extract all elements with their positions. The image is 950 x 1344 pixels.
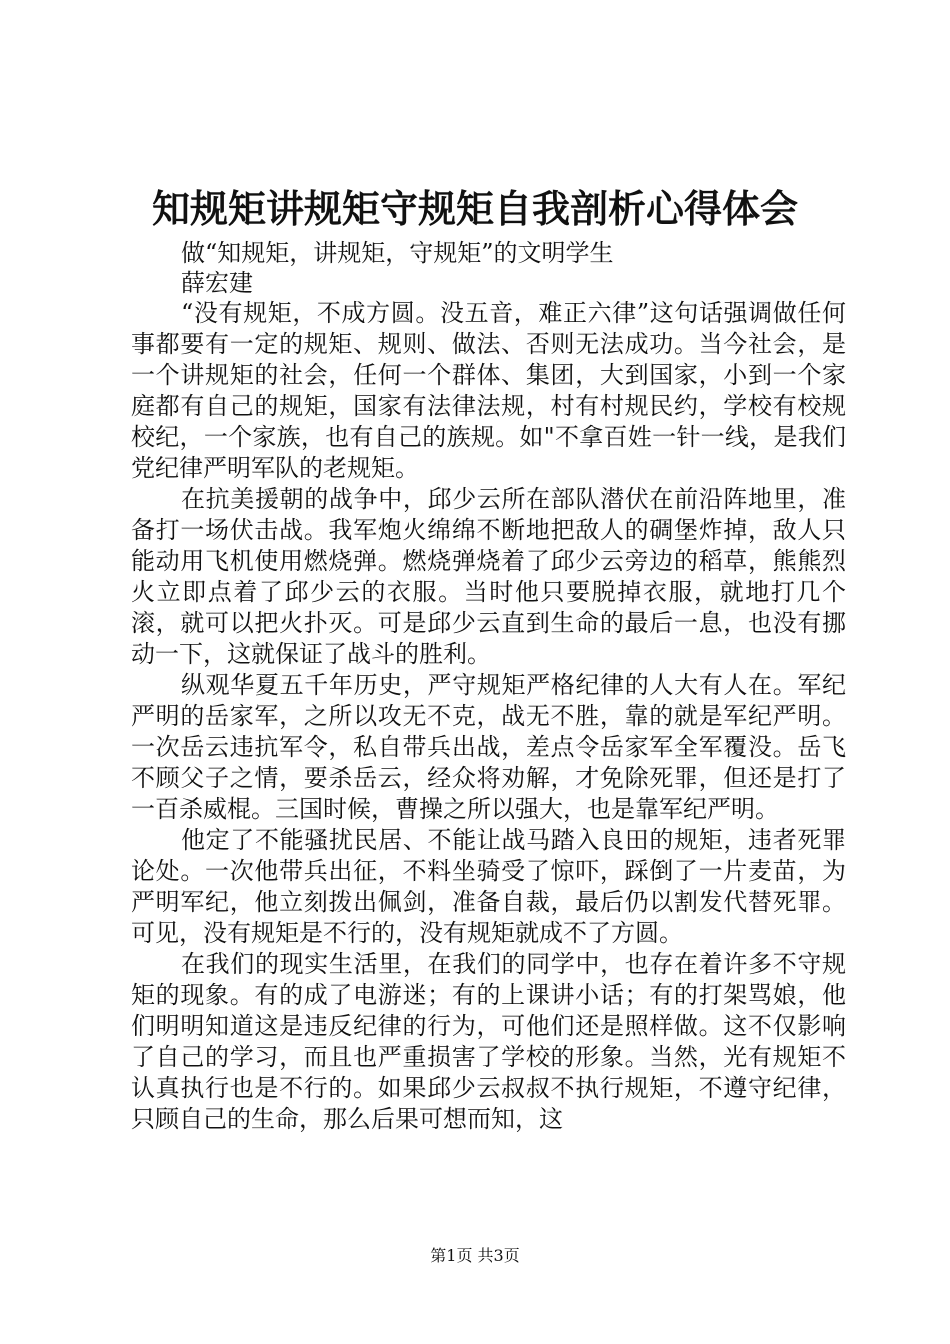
page-footer: 第1页 共3页 xyxy=(430,1246,520,1265)
paragraph-2: 在抗美援朝的战争中，邱少云所在部队潜伏在前沿阵地里，准备打一场伏击战。我军炮火绵绵不断地把敌人的碉堡炸掉，敌人只能动用飞机使用燃烧弹。燃烧弹烧着了邱少云旁边的稻草，熊熊烈火立即点着了邱少云的衣服。当时他只要脱掉衣服，就地打几个滚，就可以把火扑灭。可是邱少云直到生命的最后一息，也没有挪动一下，这就保证了战斗的胜利。 xyxy=(131,485,846,668)
paragraph-3: 纵观华夏五千年历史，严守规矩严格纪律的人大有人在。军纪严明的岳家军，之所以攻无不克，战无不胜，靠的就是军纪严明。一次岳云违抗军令，私自带兵出战，差点令岳家军全军覆没。岳飞不顾父子之情，要杀岳云，经众将劝解，才免除死罪，但还是打了一百杀威棍。三国时候，曹操之所以强大，也是靠军纪严明。 xyxy=(131,671,846,823)
document-body xyxy=(131,298,846,1135)
paragraph-1: “没有规矩，不成方圆。没五音，难正六律”这句话强调做任何事都要有一定的规矩、规则、做法、否则无法成功。当今社会，是一个讲规矩的社会，任何一个群体、集团，大到国家，小到一个家庭都有自己的规矩，国家有法律法规，村有村规民约，学校有校规校纪，一个家族，也有自己的族规。如"不拿百姓一针一线，是我们党纪律严明军队的老规矩。 xyxy=(131,299,846,482)
document-title: 知规矩讲规矩守规矩自我剖析心得体会 xyxy=(151,186,798,231)
paragraph-4: 他定了不能骚扰民居、不能让战马踏入良田的规矩，违者死罪论处。一次他带兵出征，不料坐骑受了惊吓，踩倒了一片麦苗，为严明军纪，他立刻拨出佩剑，准备自裁，最后仍以割发代替死罪。可见，没有规矩是不行的，没有规矩就成不了方圆。 xyxy=(131,826,846,947)
paragraph-5: 在我们的现实生活里，在我们的同学中，也存在着许多不守规矩的现象。有的成了电游迷；有的上课讲小话；有的打架骂娘，他们明明知道这是违反纪律的行为，可他们还是照样做。这不仅影响了自己的学习，而且也严重损害了学校的形象。当然，光有规矩不认真执行也是不行的。如果邱少云叔叔不执行规矩，不遵守纪律，只顾自己的生命，那么后果可想而知，这 xyxy=(131,950,846,1133)
author-name: 薛宏建 xyxy=(181,269,253,297)
document-subtitle: 做“知规矩，讲规矩，守规矩”的文明学生 xyxy=(181,239,614,267)
